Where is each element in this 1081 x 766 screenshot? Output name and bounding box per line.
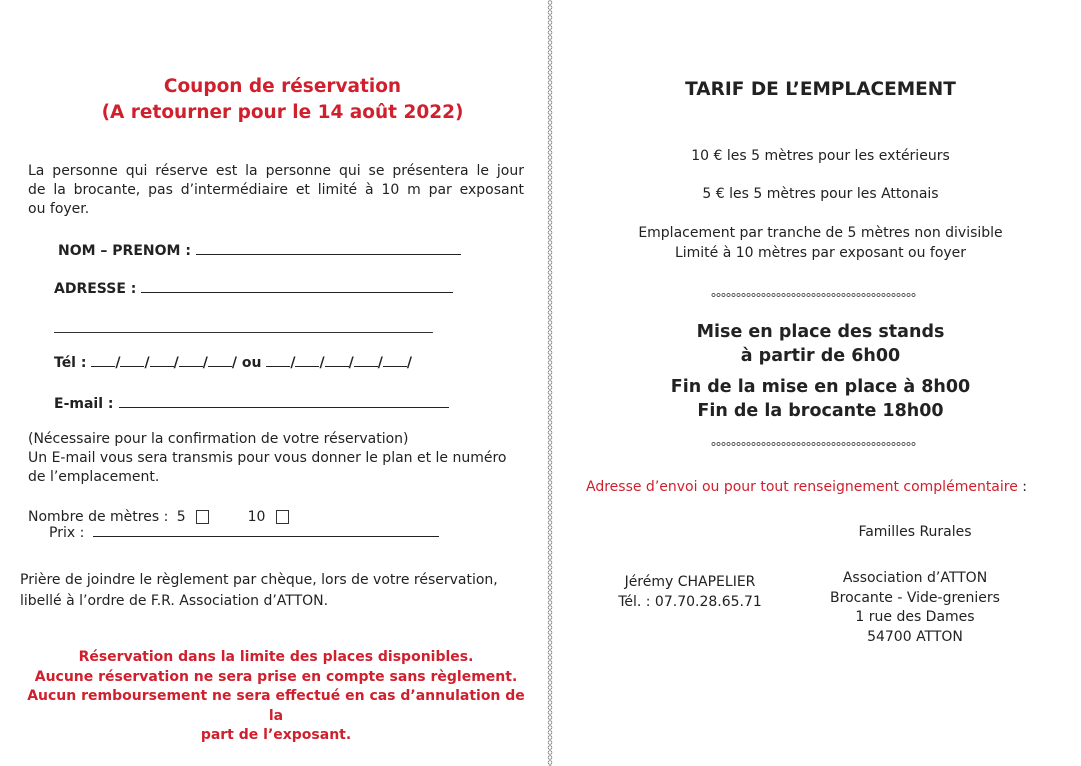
contact-person	[600, 572, 780, 612]
price-local: 5 € les 5 mètres pour les Attonais	[702, 186, 939, 202]
meters-option-5-label: 5	[176, 509, 186, 525]
cut-line-divider	[546, 0, 554, 766]
tel-input-2[interactable]: / / / / /	[266, 355, 412, 371]
payment-line: libellé à l’ordre de F.R. Association d’ATTON.	[20, 593, 329, 609]
schedule-end	[560, 375, 1081, 423]
meters-option-10-label: 10	[247, 509, 266, 525]
org-name: Familles Rurales	[858, 524, 972, 540]
price-label: Prix :	[49, 525, 85, 541]
warning-line: Aucun remboursement ne sera effectué en cas d’annulation de la	[27, 688, 525, 724]
address-line: Association d’ATTON	[842, 570, 988, 586]
email-note-line: (Nécessaire pour la confirmation de votre réservation)	[28, 431, 409, 447]
name-field	[58, 240, 461, 259]
intro-line: de la brocante, pas d’intermédiaire et limité à 10 m par exposant	[28, 182, 524, 198]
warning-line: Aucune réservation ne sera prise en compte sans règlement.	[34, 668, 518, 685]
rule-line: Emplacement par tranche de 5 mètres non divisible	[638, 225, 1003, 241]
payment-line: Prière de joindre le règlement par chèque, lors de votre réservation,	[20, 572, 498, 588]
tel-input-1[interactable]: / / / / /	[91, 355, 237, 371]
address-input-line[interactable]	[141, 292, 453, 293]
name-input-line[interactable]	[196, 254, 461, 255]
rule-line: Limité à 10 mètres par exposant ou foyer	[674, 245, 967, 261]
contact-name: Jérémy CHAPELIER	[624, 574, 756, 590]
schedule-line: Fin de la mise en place à 8h00	[670, 377, 971, 397]
postal-address	[800, 569, 1030, 647]
email-note	[28, 430, 528, 487]
contact-heading-colon: :	[1017, 479, 1028, 495]
coupon-title-line2: (A retourner pour le 14 août 2022)	[101, 102, 464, 123]
meters-label: Nombre de mètres :	[28, 509, 169, 525]
intro-line: ou foyer.	[28, 201, 90, 217]
tel-or-label: ou	[241, 355, 262, 371]
address-line: 54700 ATTON	[867, 628, 963, 645]
price-exterior: 10 € les 5 mètres pour les extérieurs	[691, 148, 950, 164]
warning-line: Réservation dans la limite des places disponibles.	[78, 649, 474, 665]
name-label: NOM – PRENOM :	[58, 243, 191, 259]
email-input-line[interactable]	[119, 407, 449, 408]
schedule-line: à partir de 6h00	[740, 346, 901, 366]
coupon-intro	[28, 162, 524, 219]
address-label: ADRESSE :	[54, 281, 137, 297]
decorative-dots-top	[711, 292, 916, 298]
schedule-setup	[560, 320, 1081, 368]
address-line: 1 rue des Dames	[855, 609, 975, 625]
coupon-title-line1: Coupon de réservation	[163, 76, 402, 97]
address-input-line-2[interactable]	[54, 332, 433, 333]
meters-5-checkbox[interactable]	[196, 510, 209, 524]
tarif-title: TARIF DE L’EMPLACEMENT	[685, 79, 956, 100]
placement-rules	[560, 223, 1081, 263]
contact-heading	[586, 478, 1027, 497]
payment-instructions	[20, 570, 530, 612]
address-field	[54, 278, 453, 297]
email-field	[54, 393, 449, 412]
contact-heading-text: Adresse d’envoi ou pour tout renseignement complémentaire	[586, 479, 1018, 495]
tel-label: Tél :	[54, 355, 87, 371]
schedule-line: Fin de la brocante 18h00	[697, 401, 944, 421]
meters-10-checkbox[interactable]	[276, 510, 289, 524]
contact-phone: Tél. : 07.70.28.65.71	[618, 594, 762, 610]
reservation-warning	[20, 648, 532, 746]
email-note-line: Un E-mail vous sera transmis pour vous donner le plan et le numéro	[28, 450, 507, 466]
intro-line: La personne qui réserve est la personne qui se présentera le jour	[28, 163, 524, 179]
warning-line: part de l’exposant.	[200, 727, 352, 743]
email-label: E-mail :	[54, 396, 114, 412]
coupon-title	[40, 74, 525, 126]
price-field	[49, 524, 439, 543]
schedule-line: Mise en place des stands	[696, 322, 945, 342]
price-input-line[interactable]	[93, 536, 439, 537]
decorative-dots-bottom	[711, 441, 916, 447]
tel-field	[54, 354, 412, 371]
address-line: Brocante - Vide-greniers	[830, 589, 1000, 606]
email-note-line: de l’emplacement.	[28, 469, 160, 485]
